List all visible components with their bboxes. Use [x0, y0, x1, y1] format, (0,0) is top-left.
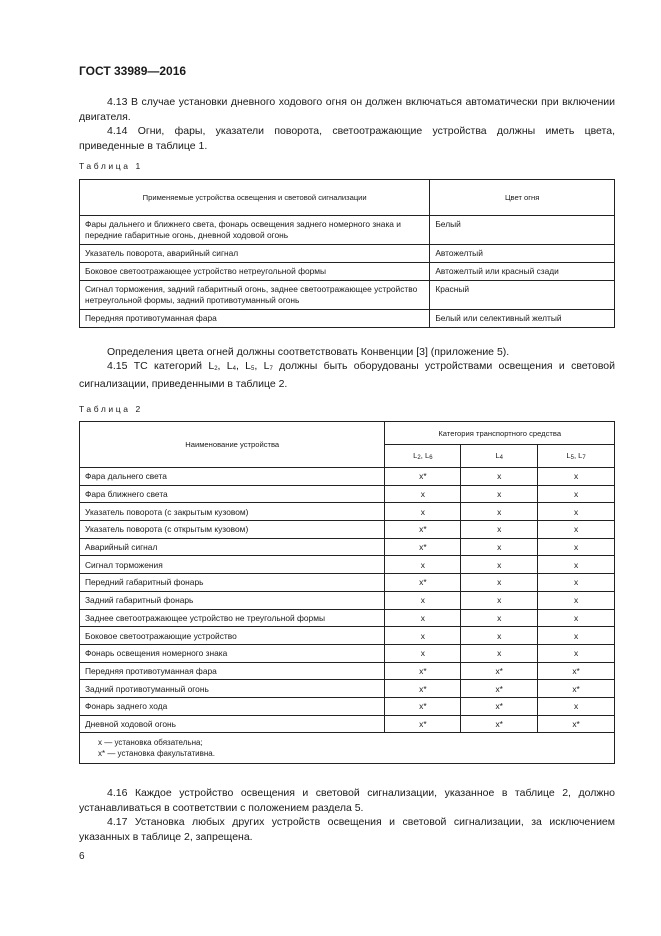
- paragraph-4-17: 4.17 Установка любых других устройств освещения и световой сигнализации, за исключением указанных в таблице 2, запрещена.: [79, 816, 615, 843]
- table1-header-device: Применяемые устройства освещения и световой сигнализации: [80, 180, 430, 216]
- table2-cell-l4: x: [461, 485, 538, 503]
- table2-cell-l4: x: [461, 538, 538, 556]
- table1: [79, 179, 615, 328]
- table2-cell-l4: x*: [461, 662, 538, 680]
- table2-cell-l2-l6: x: [385, 503, 461, 521]
- table2-cell-l2-l6: x*: [385, 715, 461, 733]
- table2-device-cell: Фара ближнего света: [80, 485, 385, 503]
- table2-row: [80, 468, 615, 486]
- table2-cell-l5-l7: x: [538, 485, 615, 503]
- table2-cell-l2-l6: x: [385, 644, 461, 662]
- table2-col-l4-label: $L_4$: [495, 451, 503, 461]
- table2-cell-l4: x: [461, 574, 538, 592]
- table2-row: [80, 627, 615, 645]
- table2-row: [80, 680, 615, 698]
- table2-cell-l2-l6: x: [385, 591, 461, 609]
- table2-caption: Таблица 2: [79, 404, 143, 414]
- table2-device-cell: Аварийный сигнал: [80, 538, 385, 556]
- table2-cell-l4: x: [461, 591, 538, 609]
- table2-device-cell: Фара дальнего света: [80, 468, 385, 486]
- document-header: ГОСТ 33989—2016: [79, 64, 187, 78]
- table2-cell-l4: x: [461, 503, 538, 521]
- table2-cell-l5-l7: x: [538, 644, 615, 662]
- table1-color-cell: Автожелтый или красный сзади: [430, 263, 615, 281]
- table1-color-cell: Белый или селективный желтый: [430, 310, 615, 328]
- table2-cell-l2-l6: x*: [385, 468, 461, 486]
- table2-header-device: Наименование устройства: [80, 422, 385, 468]
- table1-device-cell: Фары дальнего и ближнего света, фонарь освещения заднего номерного знака и передние габаритные огонь, дневной ходовой огонь: [80, 216, 430, 245]
- table2-col-l5-l7: [538, 445, 615, 468]
- table1-row: [80, 216, 615, 245]
- table2-device-cell: Передняя противотуманная фара: [80, 662, 385, 680]
- table2-cell-l2-l6: x: [385, 609, 461, 627]
- table2-cell-l2-l6: x*: [385, 662, 461, 680]
- table1-row: [80, 310, 615, 328]
- table2-cell-l5-l7: x: [538, 697, 615, 715]
- table2-cell-l2-l6: x*: [385, 680, 461, 698]
- table1-color-cell: Белый: [430, 216, 615, 245]
- table2-col-l2-l6-label: $L_2$, $L_6$: [413, 451, 433, 461]
- table2-header-category: Категория транспортного средства: [385, 422, 615, 445]
- table2-cell-l2-l6: x*: [385, 538, 461, 556]
- table2-cell-l4: x*: [461, 715, 538, 733]
- table2-cell-l5-l7: x: [538, 538, 615, 556]
- table1-row: [80, 281, 615, 310]
- table1-device-cell: Указатель поворота, аварийный сигнал: [80, 245, 430, 263]
- paragraph-4-15: 4.15 ТС категорий $L_2$, $L_4$, $L_5$, $L_7$ должны быть оборудованы устройствами освещения и световой сигнализации, приведенными в таблице 2.: [79, 360, 615, 390]
- table1-row: [80, 263, 615, 281]
- table2-device-cell: Фонарь освещения номерного знака: [80, 644, 385, 662]
- table2-device-cell: Задний габаритный фонарь: [80, 591, 385, 609]
- table2-cell-l2-l6: x*: [385, 521, 461, 539]
- table2-cell-l5-l7: x*: [538, 680, 615, 698]
- table2-device-cell: Передний габаритный фонарь: [80, 574, 385, 592]
- table1-caption: Таблица 1: [79, 161, 143, 171]
- table2-row: [80, 609, 615, 627]
- table2: [79, 421, 615, 764]
- table2-cell-l2-l6: x*: [385, 574, 461, 592]
- table2-col-l4: [461, 445, 538, 468]
- table1-device-cell: Боковое светоотражающее устройство нетреугольной формы: [80, 263, 430, 281]
- table2-row: [80, 715, 615, 733]
- table1-color-cell: Автожелтый: [430, 245, 615, 263]
- table2-device-cell: Задний противотуманный огонь: [80, 680, 385, 698]
- table1-color-cell: Красный: [430, 281, 615, 310]
- table2-row: [80, 697, 615, 715]
- table2-row: [80, 503, 615, 521]
- table2-cell-l4: x*: [461, 680, 538, 698]
- table2-cell-l4: x: [461, 556, 538, 574]
- table2-device-cell: Заднее светоотражающее устройство не треугольной формы: [80, 609, 385, 627]
- table2-cell-l5-l7: x: [538, 521, 615, 539]
- table2-cell-l2-l6: x: [385, 556, 461, 574]
- note-mandatory: x — установка обязательна;: [98, 738, 203, 748]
- table2-row: [80, 591, 615, 609]
- table2-cell-l5-l7: x: [538, 574, 615, 592]
- table2-row: [80, 556, 615, 574]
- table2-cell-l2-l6: x*: [385, 697, 461, 715]
- table2-cell-l5-l7: x: [538, 468, 615, 486]
- table2-cell-l2-l6: x: [385, 485, 461, 503]
- note-optional: x* — установка факультативна.: [98, 749, 215, 759]
- table2-device-cell: Указатель поворота (с закрытым кузовом): [80, 503, 385, 521]
- paragraph-4-13: 4.13 В случае установки дневного ходового огня он должен включаться автоматически при включении двигателя.: [79, 96, 615, 123]
- table2-cell-l5-l7: x: [538, 627, 615, 645]
- categories-list: $L_2$, $L_4$, $L_5$, $L_7$: [208, 360, 273, 372]
- table2-row: [80, 538, 615, 556]
- table2-cell-l2-l6: x: [385, 627, 461, 645]
- table2-cell-l4: x: [461, 468, 538, 486]
- table2-row: [80, 574, 615, 592]
- table2-cell-l4: x: [461, 627, 538, 645]
- table2-cell-l5-l7: x: [538, 556, 615, 574]
- table2-cell-l5-l7: x*: [538, 715, 615, 733]
- table1-device-cell: Сигнал торможения, задний габаритный огонь, заднее светоотражающее устройство нетреугольной формы, задний противотуманный огонь: [80, 281, 430, 310]
- table2-device-cell: Указатель поворота (с открытым кузовом): [80, 521, 385, 539]
- table2-cell-l5-l7: x*: [538, 662, 615, 680]
- table2-device-cell: Боковое светоотражающие устройство: [80, 627, 385, 645]
- table1-device-cell: Передняя противотуманная фара: [80, 310, 430, 328]
- table2-row: [80, 662, 615, 680]
- table2-cell-l4: x: [461, 609, 538, 627]
- table1-row: [80, 245, 615, 263]
- paragraph-4-14: 4.14 Огни, фары, указатели поворота, светоотражающие устройства должны иметь цвета, приведенные в таблице 1.: [79, 125, 615, 152]
- table2-cell-l4: x: [461, 644, 538, 662]
- table1-header-color: Цвет огня: [430, 180, 615, 216]
- table2-device-cell: Фонарь заднего хода: [80, 697, 385, 715]
- paragraph-4-16: 4.16 Каждое устройство освещения и световой сигнализации, указанное в таблице 2, должно устанавливаться в соответствии с положением раздела 5.: [79, 787, 615, 814]
- table2-col-l2-l6: [385, 445, 461, 468]
- table2-device-cell: Сигнал торможения: [80, 556, 385, 574]
- page-number: 6: [79, 851, 85, 862]
- table2-row: [80, 644, 615, 662]
- table2-cell-l5-l7: x: [538, 609, 615, 627]
- table2-row: [80, 521, 615, 539]
- table2-row: [80, 485, 615, 503]
- table2-col-l5-l7-label: $L_5$, $L_7$: [566, 451, 586, 461]
- table2-cell-l5-l7: x: [538, 591, 615, 609]
- table2-cell-l4: x*: [461, 697, 538, 715]
- table2-cell-l4: x: [461, 521, 538, 539]
- table2-cell-l5-l7: x: [538, 503, 615, 521]
- paragraph-definitions: Определения цвета огней должны соответствовать Конвенции [3] (приложение 5).: [107, 346, 510, 358]
- table2-device-cell: Дневной ходовой огонь: [80, 715, 385, 733]
- table2-note: [80, 733, 615, 764]
